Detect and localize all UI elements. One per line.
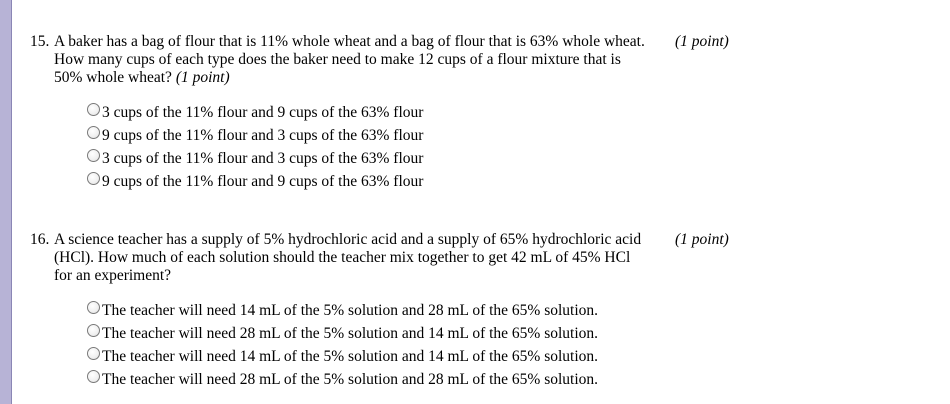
q15-option-1[interactable] xyxy=(87,101,730,124)
question-divider xyxy=(14,210,950,211)
radio-button-icon[interactable] xyxy=(87,149,100,162)
question-15-options xyxy=(87,101,730,193)
question-15-header xyxy=(30,33,730,87)
option-label: The teacher will need 28 mL of the 5% solution and 14 mL of the 65% solution. xyxy=(102,324,599,342)
radio-button-icon[interactable] xyxy=(87,172,100,185)
option-label: 9 cups of the 11% flour and 3 cups of the 63% flour xyxy=(102,126,424,144)
q16-option-3[interactable] xyxy=(87,345,730,368)
question-15-text: A baker has a bag of flour that is 11% whole wheat and a bag of flour that is 63% whole wheat. How many cups of each type does the baker need to make 12 cups of a flour mixture that is 50% whole wheat? xyxy=(54,33,645,86)
q16-option-2[interactable] xyxy=(87,322,730,345)
q15-option-2[interactable] xyxy=(87,124,730,147)
radio-button-icon[interactable] xyxy=(87,324,100,337)
question-16-text: A science teacher has a supply of 5% hydrochloric acid and a supply of 65% hydrochloric acid (HCl). How much of each solution should the teacher mix together to get 42 mL of 45% HCl for an experiment? xyxy=(54,231,642,284)
radio-button-icon[interactable] xyxy=(87,126,100,139)
question-16-header xyxy=(30,231,730,285)
radio-button-icon[interactable] xyxy=(87,103,100,116)
question-text xyxy=(54,33,646,87)
left-margin-bar xyxy=(0,0,12,404)
option-label: The teacher will need 28 mL of the 5% solution and 28 mL of the 65% solution. xyxy=(102,370,599,388)
question-text xyxy=(54,231,646,285)
question-16-points: (1 point) xyxy=(675,231,729,248)
question-16-options xyxy=(87,299,730,391)
radio-button-icon[interactable] xyxy=(87,370,100,383)
question-15-inline-points: (1 point) xyxy=(175,69,230,86)
radio-button-icon[interactable] xyxy=(87,347,100,360)
option-label: 3 cups of the 11% flour and 3 cups of the 63% flour xyxy=(102,149,424,167)
option-label: 9 cups of the 11% flour and 9 cups of the 63% flour xyxy=(102,172,424,190)
radio-button-icon[interactable] xyxy=(87,301,100,314)
q15-option-4[interactable] xyxy=(87,170,730,193)
option-label: The teacher will need 14 mL of the 5% solution and 14 mL of the 65% solution. xyxy=(102,347,599,365)
question-number: 16. xyxy=(30,231,50,248)
option-label: The teacher will need 14 mL of the 5% solution and 28 mL of the 65% solution. xyxy=(102,301,599,319)
question-number: 15. xyxy=(30,33,50,50)
q16-option-1[interactable] xyxy=(87,299,730,322)
question-15-points: (1 point) xyxy=(675,33,729,50)
q15-option-3[interactable] xyxy=(87,147,730,170)
option-label: 3 cups of the 11% flour and 9 cups of the 63% flour xyxy=(102,103,424,121)
question-16 xyxy=(30,231,730,391)
question-15 xyxy=(30,33,730,193)
q16-option-4[interactable] xyxy=(87,368,730,391)
